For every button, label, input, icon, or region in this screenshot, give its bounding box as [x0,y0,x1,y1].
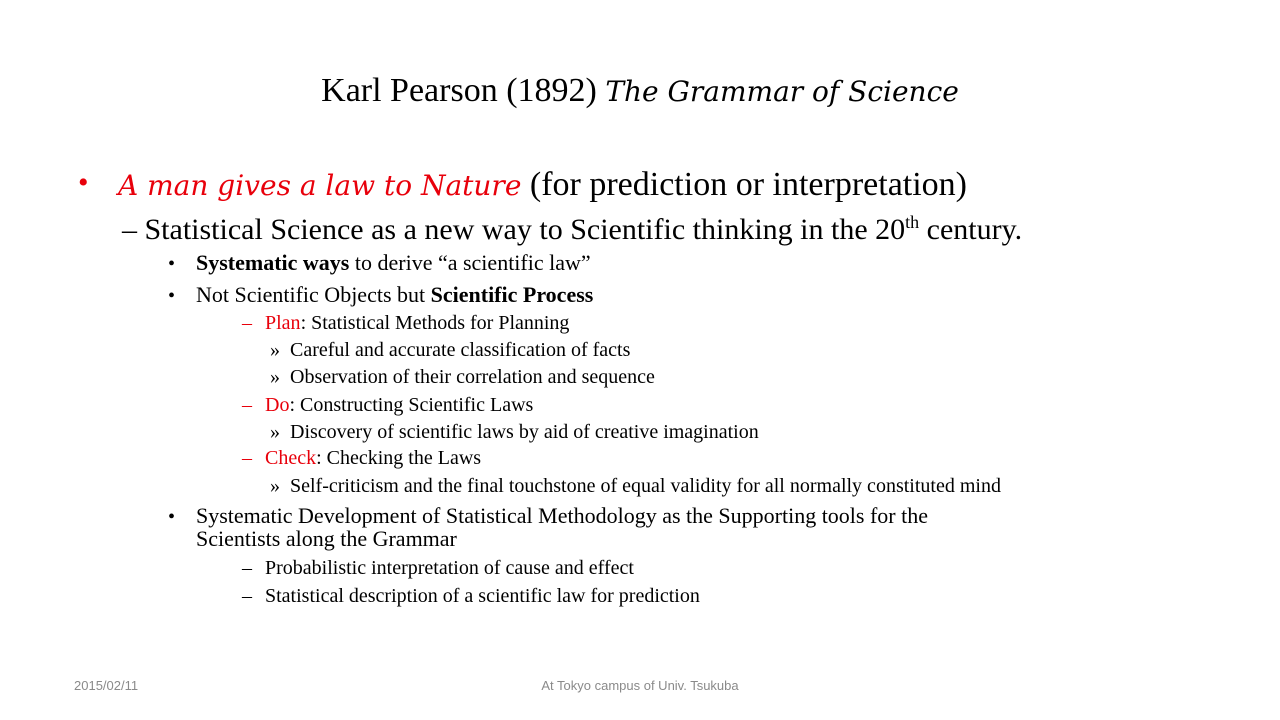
raquo-icon: » [270,339,280,361]
footer-center: At Tokyo campus of Univ. Tsukuba [541,678,739,693]
bullet-icon: • [168,285,176,307]
step-plan [242,312,569,335]
methodology-sub-1 [242,557,634,580]
do-item-1-text: Discovery of scientific laws by aid of creative imagination [290,421,759,443]
methodology-sub-2-text: Statistical description of a scientific law for prediction [265,585,700,607]
check-item-1-text: Self-criticism and the final touchstone of equal validity for all normally constituted mind [290,475,1001,497]
point-1-sub-text: Statistical Science as a new way to Scientific thinking in the 20 [144,213,906,246]
step-rest: : Constructing Scientific Laws [289,394,534,416]
methodology-line-1: Systematic Development of Statistical Methodology as the Supporting tools for the [196,503,929,528]
bullet-icon: • [168,506,176,528]
bullet-bold: Systematic ways [196,250,350,275]
dash-icon: – [242,557,252,579]
title-main: Karl Pearson (1892) [321,72,597,109]
dash-icon: – [122,213,145,246]
step-check [242,447,481,470]
bullet-scientific-process [168,282,593,308]
plan-item-2-text: Observation of their correlation and sequence [290,366,655,388]
plan-item-2 [270,366,655,389]
raquo-icon: » [270,421,280,443]
slide-title [0,72,1280,110]
methodology-sub-1-text: Probabilistic interpretation of cause and effect [265,557,634,579]
plan-item-1 [270,339,630,362]
point-1-sub [122,212,1022,247]
title-book: The Grammar of Science [605,75,959,108]
point-1 [78,166,1258,204]
bullet-icon: • [168,253,176,275]
bullet-rest: to derive “a scientific law” [349,250,591,275]
step-rest: : Statistical Methods for Planning [300,312,570,334]
step-key: Check [265,447,317,469]
methodology-sub-2 [242,585,700,608]
bullet-icon: • [78,166,89,199]
raquo-icon: » [270,366,280,388]
point-1-rest: (for prediction or interpretation) [521,166,967,203]
bullet-bold: Scientific Process [430,282,594,307]
dash-icon: – [242,585,252,607]
bullet-systematic-ways [168,250,591,276]
step-do [242,394,533,417]
dash-icon: – [242,394,252,416]
step-key: Do [265,394,290,416]
point-1-sub-sup: th [905,212,920,232]
do-item-1 [270,421,759,444]
raquo-icon: » [270,475,280,497]
plan-item-1-text: Careful and accurate classification of facts [290,339,631,361]
step-key: Plan [265,312,301,334]
dash-icon: – [242,312,252,334]
bullet-plain: Not Scientific Objects but [196,282,431,307]
methodology-line-2: Scientists along the Grammar [196,526,457,551]
dash-icon: – [242,447,252,469]
step-rest: : Checking the Laws [316,447,482,469]
point-1-italic: A man gives a law to Nature [118,169,522,202]
point-1-sub-tail: century. [919,213,1023,246]
check-item-1 [270,475,1001,498]
footer-date: 2015/02/11 [74,678,139,693]
bullet-methodology [168,505,928,550]
